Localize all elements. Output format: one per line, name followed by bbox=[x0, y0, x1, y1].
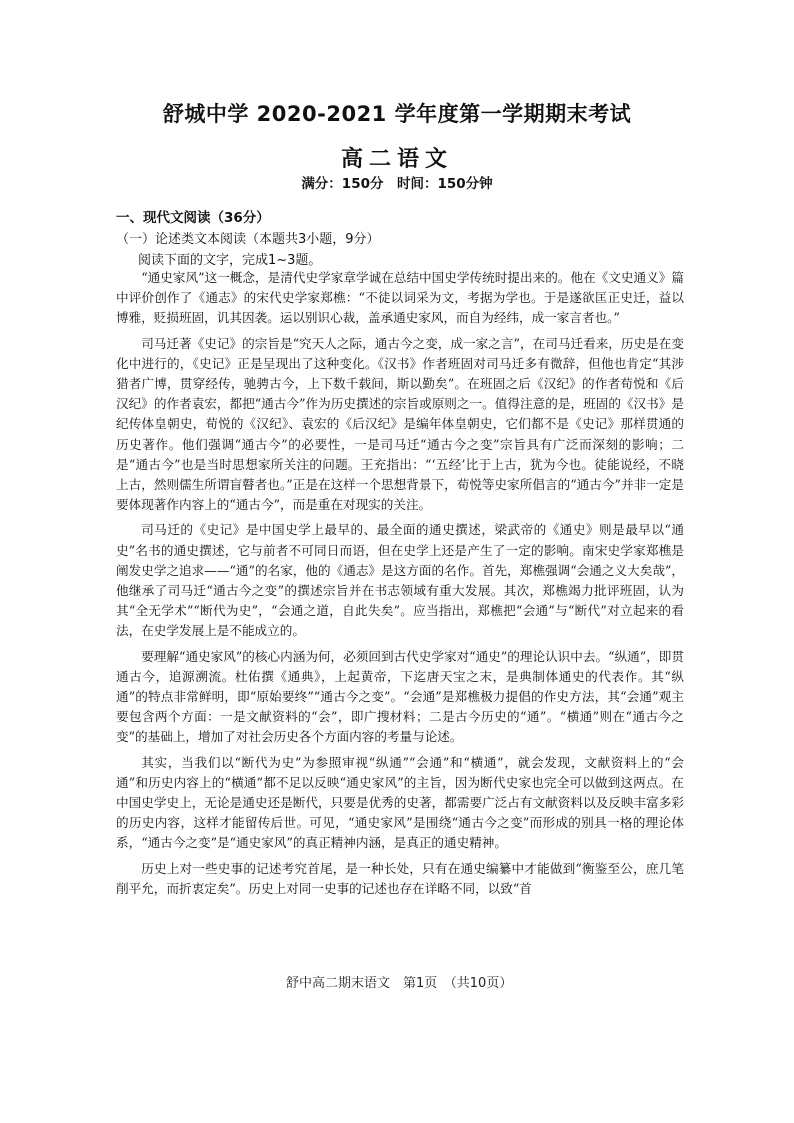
paragraph-5: 其实，当我们以“断代为史”为参照审视“纵通”“会通”和“横通”，就会发现，文献资料上的“会通”和历史内容上的“横通”都不足以反映“通史家风”的主旨，因为断代史家也完全可以做到这两点。在中国史学史上，无论是通史还是断代，只要是优秀的史著，都需要广泛占有文献资料以及反映丰富多彩的历史内容，这样才能留传后世。可见，“通史家风”是围绕“通古今之变”而形成的别具一格的理论体系，“通古今之变”是“通史家风”的真正精神内涵，是真正的通史精神。 bbox=[116, 754, 684, 851]
paragraph-3: 司马迁的《史记》是中国史学上最早的、最全面的通史撰述，梁武帝的《通史》则是最早以“通史”名书的通史撰述，它与前者不可同日而语，但在史学上还是产生了一定的影响。南宋史学家郑樵是阐发史学之追求——“通”的名家，他的《通志》是这方面的名作。首先，郑樵强调“会通之义大矣哉”，他继承了司马迁“通古今之变”的撰述宗旨并在书志领域有重大发展。其次，郑樵竭力批评班固，认为其“全无学术”“断代为史”，“会通之道，自此失矣”。应当指出，郑樵把“会通”与“断代”对立起来的看法，在史学发展上是不能成立的。 bbox=[116, 522, 684, 639]
reading-passage bbox=[116, 268, 684, 904]
exam-title: 舒城中学 2020-2021 学年度第一学期期末考试 bbox=[162, 102, 632, 126]
exam-subject: 高二语文 bbox=[340, 146, 453, 172]
paragraph-4: 要理解“通史家风”的核心内涵为何，必须回到古代史学家对“通史”的理论认识中去。“纵通”，即贯通古今，追源溯流。杜佑撰《通典》，上起黄帝，下迄唐天宝之末，是典制体通史的代表作。其“纵通”的特点非常鲜明，即“原始要终”“通古今之变”。“会通”是郑樵极力提倡的作史方法，其“会通”观主要包含两个方面：一是文献资料的“会”，即广搜材料；二是古今历史的“通”。“横通”则在“通古今之变”的基础上，增加了对社会历史各个方面内容的考量与论述。 bbox=[116, 648, 684, 745]
section-heading: 一、现代文阅读（36分） bbox=[116, 210, 270, 226]
reading-instruction: 阅读下面的文字，完成1~3题。 bbox=[138, 253, 322, 268]
subsection-heading: （一）论述类文本阅读（本题共3小题，9分） bbox=[116, 232, 380, 247]
page-footer: 舒中高二期末语文 第1页 （共10页） bbox=[286, 976, 513, 991]
paragraph-2: 司马迁著《史记》的宗旨是“究天人之际，通古今之变，成一家之言”，在司马迁看来，历史是在变化中进行的，《史记》正是呈现出了这种变化。《汉书》作者班固对司马迁多有微辞，但他也肯定“其涉猎者广博，贯穿经传，驰骋古今，上下数千载间，斯以勤矣”。在班固之后《汉纪》的作者荀悦和《后汉纪》的作者袁宏，都把“通古今”作为历史撰述的宗旨或原则之一。值得注意的是，班固的《汉书》是纪传体皇朝史，荀悦的《汉纪》、袁宏的《后汉纪》是编年体皇朝史，它们都不是《史记》那样贯通的历史著作。他们强调“通古今”的必要性，一是司马迁“通古今之变”宗旨具有广泛而深刻的影响；二是“通古今”也是当时思想家所关注的问题。王充指出：“‘五经’比于上古，犹为今也。徒能说经，不晓上古，然则儒生所谓盲瞽者也。”正是在这样一个思想背景下，荀悦等史家所倡言的“通古今”并非一定是要体现著作内容上的“通古今”，而是重在对现实的关注。 bbox=[116, 335, 684, 513]
exam-meta: 满分：150分 时间：150分钟 bbox=[301, 176, 493, 192]
paragraph-6: 历史上对一些史事的记述考究首尾，是一种长处，只有在通史编纂中才能做到“衡鉴至公，庶几笔削平允，而折衷定矣”。历史上对同一史事的记述也存在详略不同，以致“首 bbox=[116, 860, 684, 896]
paragraph-1: “通史家风”这一概念，是清代史学家章学诚在总结中国史学传统时提出来的。他在《文史通义》篇中评价创作了《通志》的宋代史学家郑樵：“不徒以词采为文，考据为学也。于是遂欲匡正史迁，益以博雅，贬损班固，讥其因袭。运以别识心裁，盖承通史家风，而自为经纬，成一家言者也。” bbox=[116, 270, 684, 326]
